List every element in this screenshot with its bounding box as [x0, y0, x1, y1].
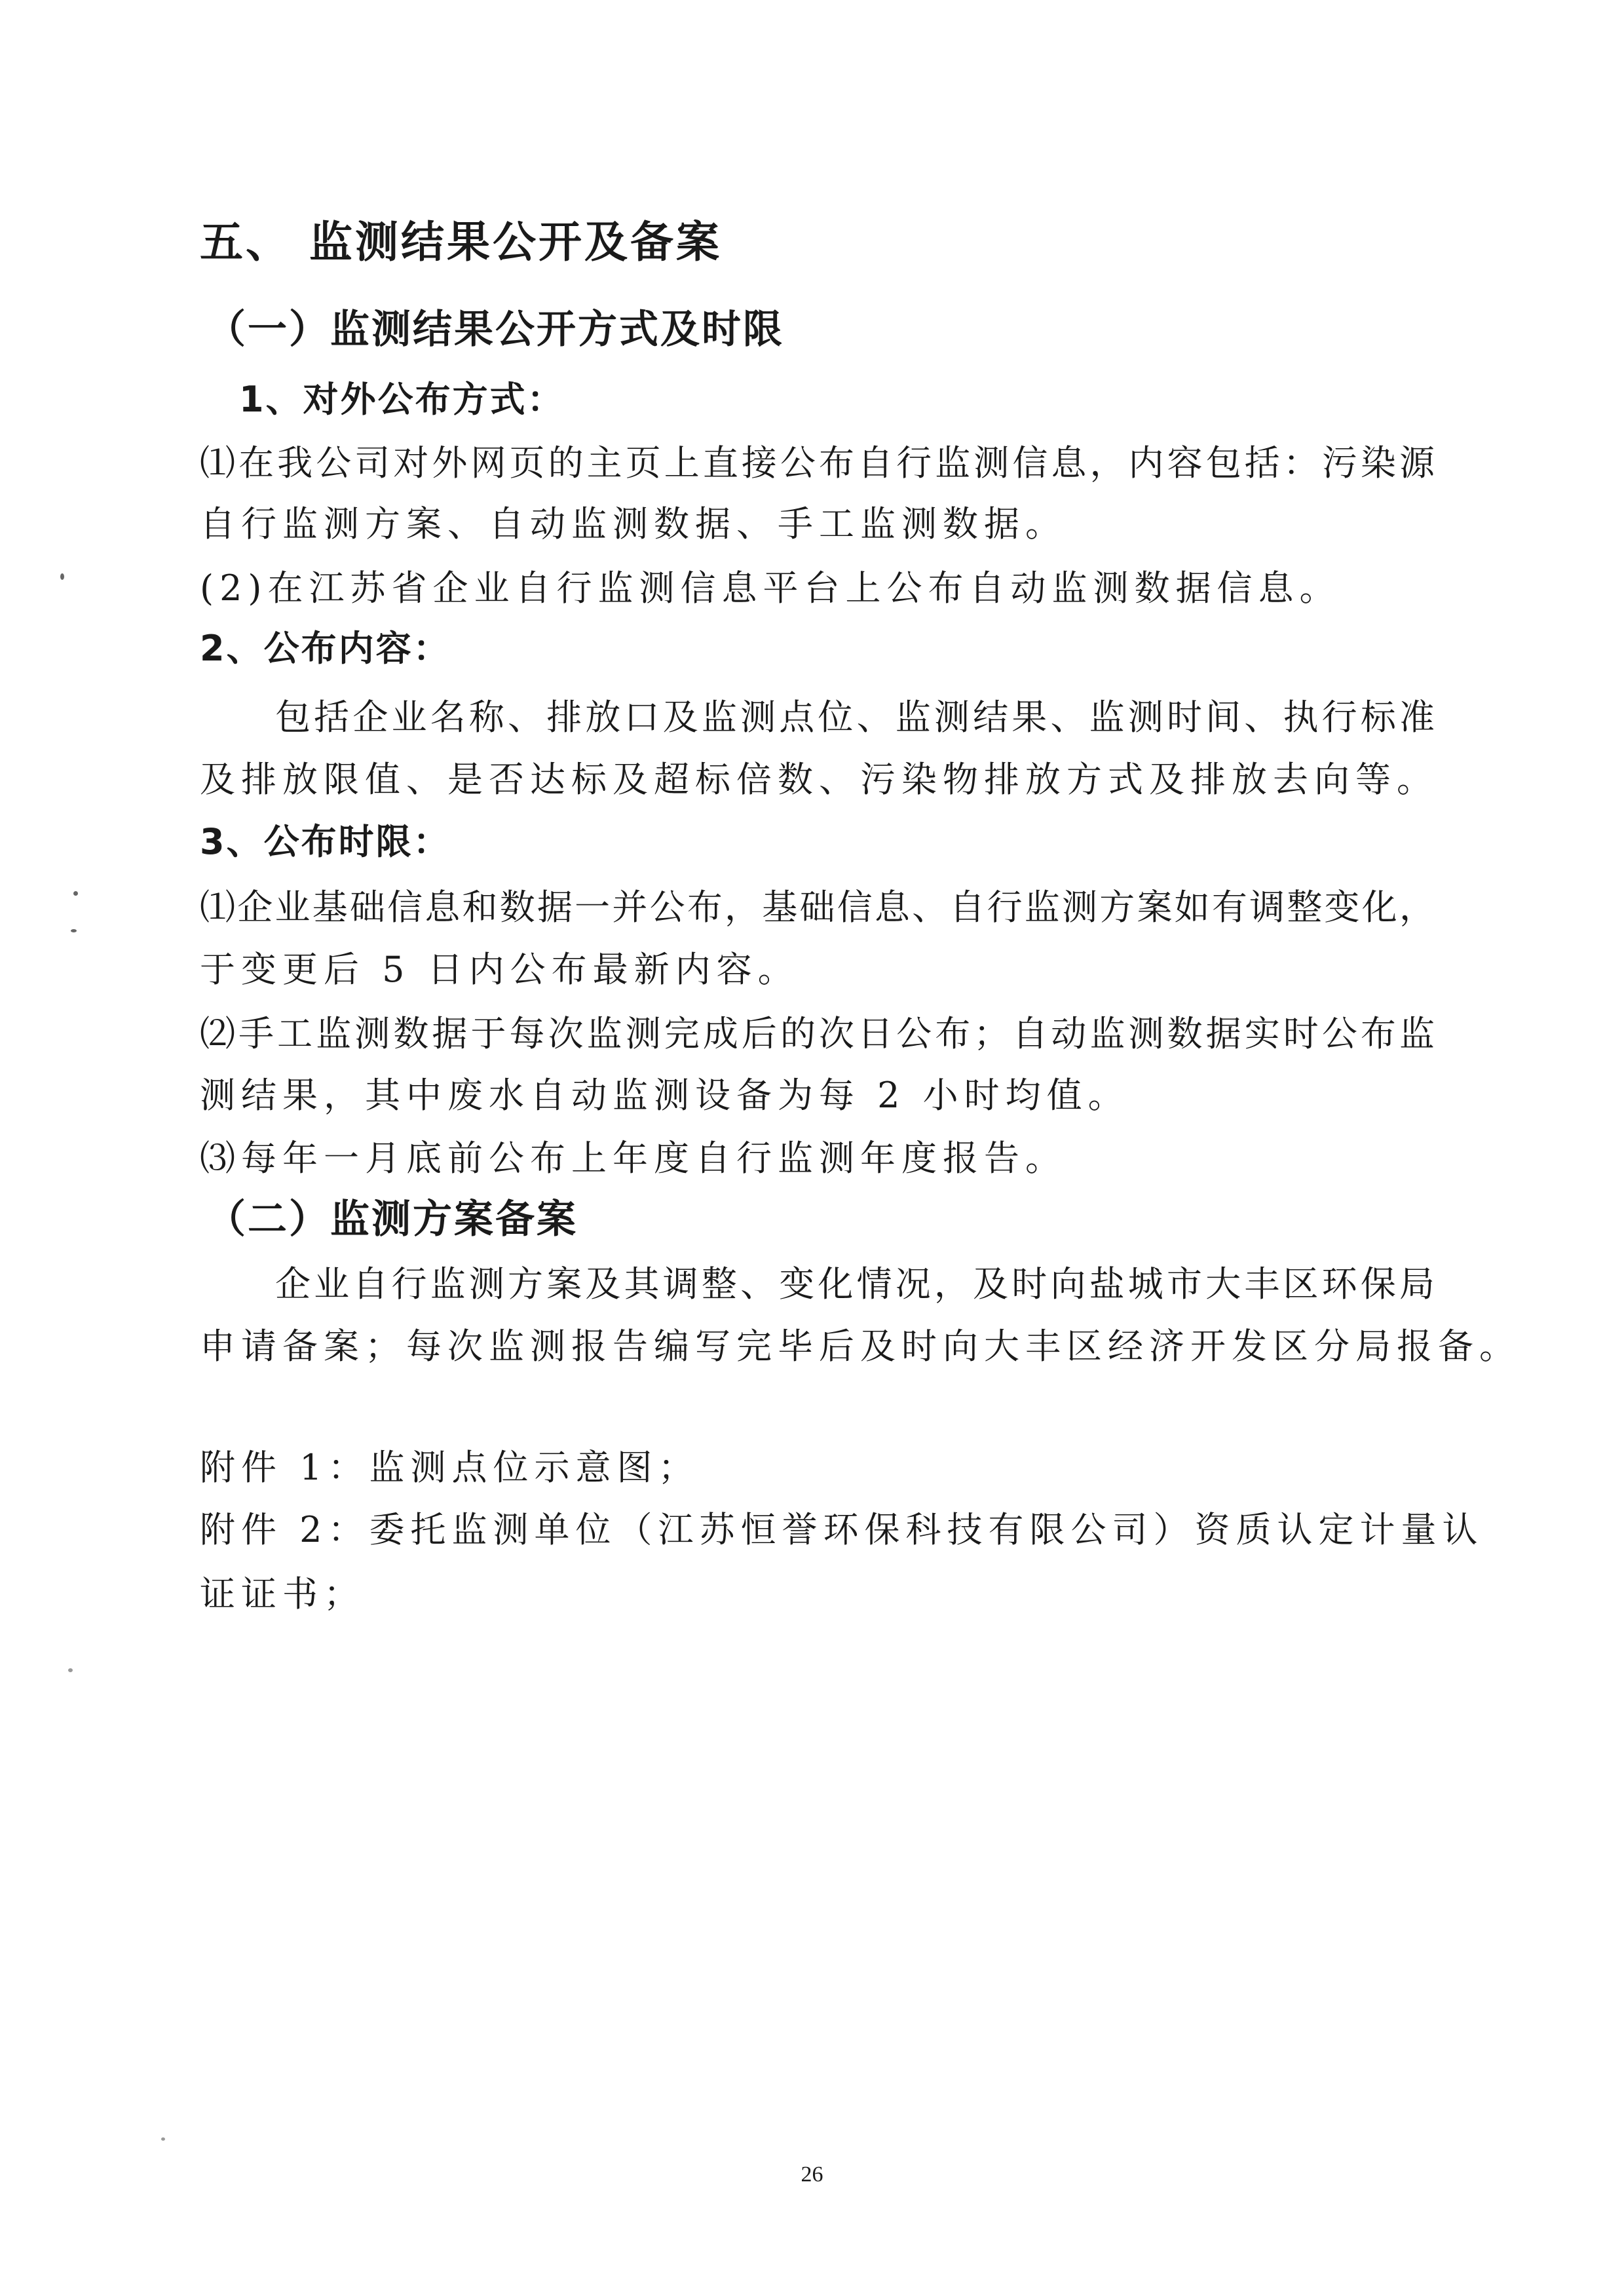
item-3-paragraph-2-line-1: ⑵手工监测数据于每次监测完成后的次日公布；自动监测数据实时公布监 — [200, 1013, 1435, 1054]
item-3-paragraph-2-line-2: 测结果，其中废水自动监测设备为每 2 小时均值。 — [200, 1075, 1129, 1116]
subsection-2-paragraph-line-2: 申请备案；每次监测报告编写完毕后及时向大丰区经济开发区分局报备。 — [200, 1326, 1520, 1367]
item-3-paragraph-3-line-1: ⑶每年一月底前公布上年度自行监测年度报告。 — [200, 1138, 1067, 1179]
item-1-paragraph-2-line-1: (2)在江苏省企业自行监测信息平台上公布自动监测数据信息。 — [200, 567, 1341, 609]
item-2-paragraph-line-2: 及排放限值、是否达标及超标倍数、污染物排放方式及排放去向等。 — [200, 759, 1438, 800]
item-2-paragraph-line-1: 包括企业名称、排放口及监测点位、监测结果、监测时间、执行标准 — [275, 697, 1435, 738]
scan-speck — [60, 573, 64, 580]
scan-speck — [71, 929, 77, 932]
subsection-2-heading: （二）监测方案备案 — [206, 1196, 578, 1242]
item-1-heading: 1、对外公布方式： — [239, 379, 565, 420]
subsection-2-paragraph-line-1: 企业自行监测方案及其调整、变化情况，及时向盐城市大丰区环保局 — [275, 1263, 1435, 1305]
attachment-2-line-1: 附件 2：委托监测单位（江苏恒誉环保科技有限公司）资质认定计量认 — [200, 1509, 1484, 1550]
item-3-paragraph-1-line-1: ⑴企业基础信息和数据一并公布，基础信息、自行监测方案如有调整变化， — [200, 887, 1435, 928]
attachment-1: 附件 1：监测点位示意图； — [200, 1447, 700, 1488]
item-3-paragraph-1-line-2: 于变更后 5 日内公布最新内容。 — [200, 949, 799, 990]
attachment-2-line-2: 证证书； — [200, 1573, 365, 1615]
section-heading: 五、 监测结果公开及备案 — [200, 217, 722, 267]
item-1-paragraph-1-line-1: ⑴在我公司对外网页的主页上直接公布自行监测信息，内容包括：污染源 — [200, 442, 1435, 484]
scan-speck — [68, 1668, 73, 1672]
scan-speck — [73, 891, 78, 896]
item-3-heading: 3、公布时限： — [200, 821, 451, 862]
page-number: 26 — [801, 2162, 823, 2187]
scan-speck — [161, 2137, 165, 2141]
item-2-heading: 2、公布内容： — [200, 628, 451, 669]
item-1-paragraph-1-line-2: 自行监测方案、自动监测数据、手工监测数据。 — [200, 503, 1067, 545]
subsection-1-heading: （一）监测结果公开方式及时限 — [206, 307, 784, 353]
